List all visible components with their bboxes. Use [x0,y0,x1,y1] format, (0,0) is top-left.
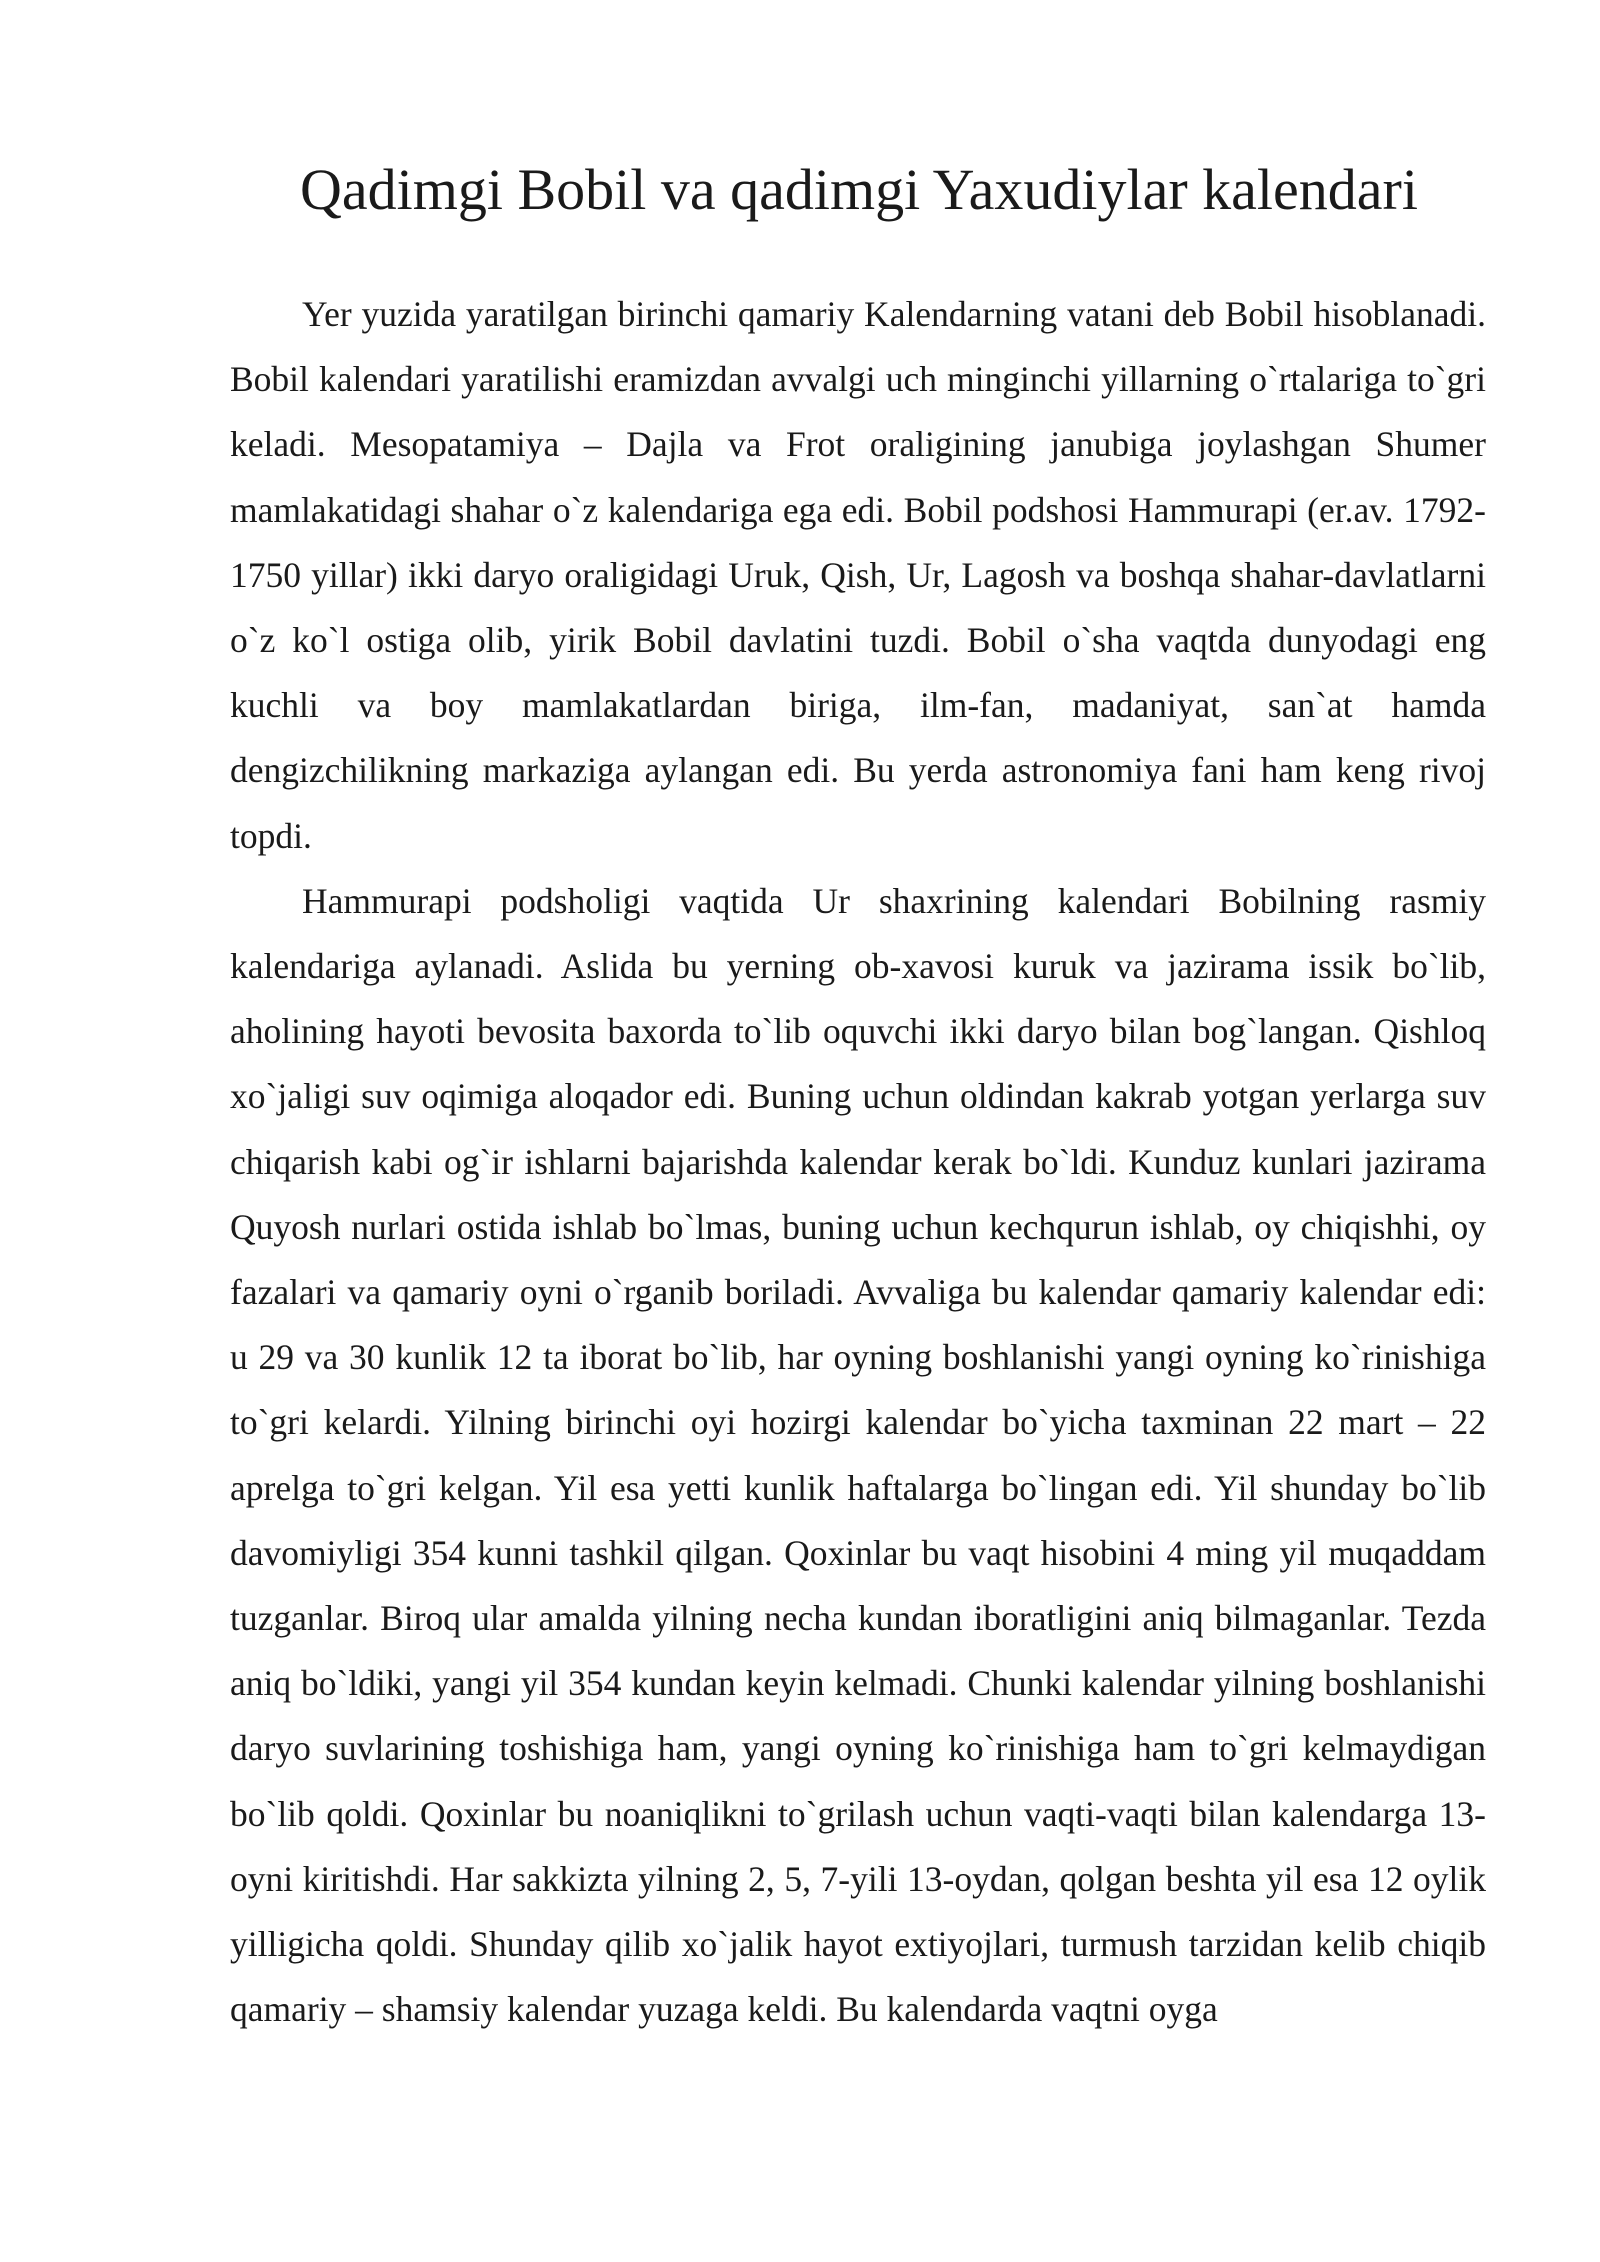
paragraph-2: Hammurapi podsholigi vaqtida Ur shaxrining kalendari Bobilning rasmiy kalendariga aylanadi. Aslida bu yerning ob-xavosi kuruk va jazirama issik bo`lib, aholining hayoti bevosita baxorda to`lib oquvchi ikki daryo bilan bog`langan. Qishloq xo`jaligi suv oqimiga aloqador edi. Buning uchun oldindan kakrab yotgan yerlarga suv chiqarish kabi og`ir ishlarni bajarishda kalendar kerak bo`ldi. Kunduz kunlari jazirama Quyosh nurlari ostida ishlab bo`lmas, buning uchun kechqurun ishlab, oy chiqishhi, oy fazalari va qamariy oyni o`rganib boriladi. Avvaliga bu kalendar qamariy kalendar edi: u 29 va 30 kunlik 12 ta iborat bo`lib, har oyning boshlanishi yangi oyning ko`rinishiga to`gri kelardi. Yilning birinchi oyi hozirgi kalendar bo`yicha taxminan 22 mart – 22 aprelga to`gri kelgan. Yil esa yetti kunlik haftalarga bo`lingan edi. Yil shunday bo`lib davomiyligi 354 kunni tashkil qilgan. Qoxinlar bu vaqt hisobini 4 ming yil muqaddam tuzganlar. Biroq ular amalda yilning necha kundan iboratligini aniq bilmaganlar. Tezda aniq bo`ldiki, yangi yil 354 kundan keyin kelmadi. Chunki kalendar yilning boshlanishi daryo suvlarining toshishiga ham, yangi oyning ko`rinishiga ham to`gri kelmaydigan bo`lib qoldi. Qoxinlar bu noaniqlikni to`grilash uchun vaqti-vaqti bilan kalendarga 13-oyni kiritishdi. Har sakkizta yilning 2, 5, 7-yili 13-oydan, qolgan beshta yil esa 12 oylik yilligicha qoldi. Shunday qilib xo`jalik hayot extiyojlari, turmush tarzidan kelib chiqib qamariy – shamsiy kalendar yuzaga keldi. Bu kalendarda vaqtni oyga [230,880,1486,2030]
paragraph-1: Yer yuzida yaratilgan birinchi qamariy Kalendarning vatani deb Bobil hisoblanadi. Bobil kalendari yaratilishi eramizdan avvalgi uch minginchi yillarning o`rtalariga to`gri keladi. Mesopatamiya – Dajla va Frot oraligining janubiga joylashgan Shumer mamlakatidagi shahar o`z kalendariga ega edi. Bobil podshosi Hammurapi (er.av. 1792-1750 yillar) ikki daryo oraligidagi Uruk, Qish, Ur, Lagosh va boshqa shahar-davlatlarni o`z ko`l ostiga olib, yirik Bobil davlatini tuzdi. Bobil o`sha vaqtda dunyodagi eng kuchli va boy mamlakatlardan biriga, ilm-fan, madaniyat, san`at hamda dengizchilikning markaziga aylangan edi. Bu yerda astronomiya fani ham keng rivoj topdi. [230,294,1486,856]
document-title: Qadimgi Bobil va qadimgi Yaxudiylar kalendari [300,157,1418,222]
document-body [230,282,1486,2042]
